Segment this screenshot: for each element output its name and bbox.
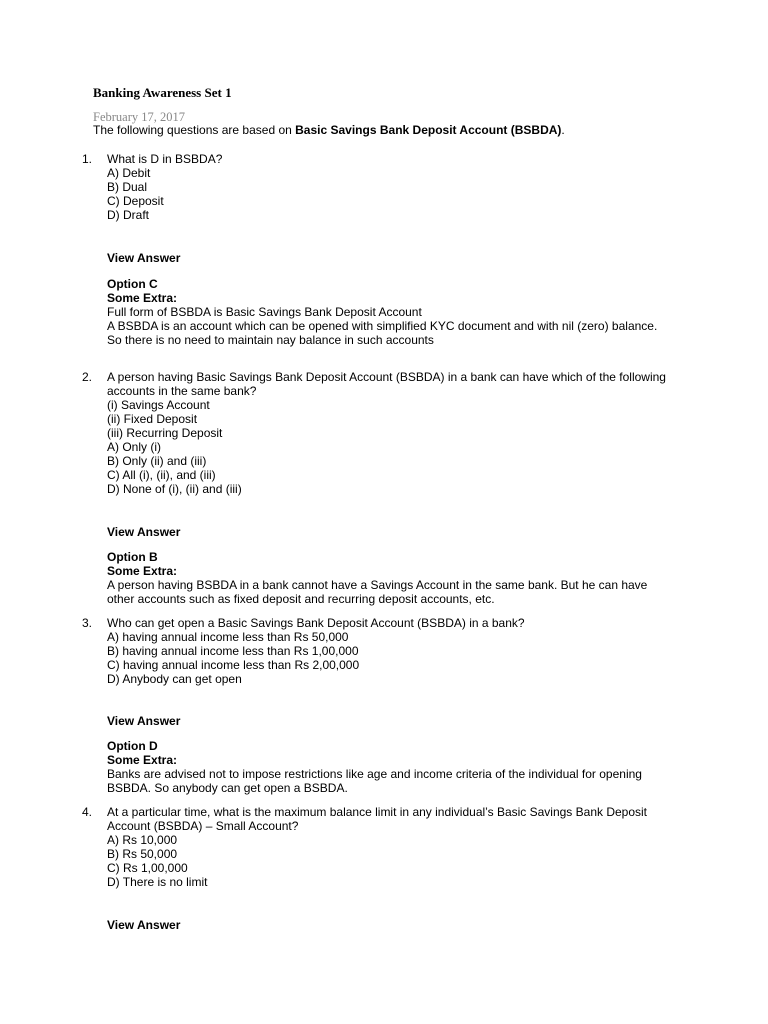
intro-topic: Basic Savings Bank Deposit Account (BSBDA)	[295, 123, 562, 137]
some-extra-label: Some Extra:	[107, 291, 178, 305]
intro-text	[93, 123, 565, 138]
option-item: (i) Savings Account	[107, 398, 210, 412]
options-list	[107, 630, 667, 686]
option-item: D) Anybody can get open	[107, 672, 242, 686]
option-item: A) Debit	[107, 166, 151, 180]
question-number: 1.	[82, 152, 93, 166]
option-item: A) Only (i)	[107, 440, 161, 454]
option-item: B) having annual income less than Rs 1,00,000	[107, 644, 359, 658]
question-text: At a particular time, what is the maximum balance limit in any individual’s Basic Savings Bank Deposit Account (BSBDA) – Small Account?	[107, 805, 648, 833]
option-item: (iii) Recurring Deposit	[107, 426, 223, 440]
view-answer-link[interactable]: View Answer	[107, 714, 181, 728]
answer-block	[107, 277, 667, 347]
view-answer-link[interactable]: View Answer	[107, 251, 181, 265]
option-item: C) Rs 1,00,000	[107, 861, 188, 875]
some-extra-label: Some Extra:	[107, 753, 178, 767]
document-title: Banking Awareness Set 1	[93, 85, 232, 100]
option-item: C) All (i), (ii), and (iii)	[107, 468, 216, 482]
option-item: D) There is no limit	[107, 875, 208, 889]
answer-option: Option C	[107, 277, 158, 291]
answer-option: Option D	[107, 739, 158, 753]
option-item: C) having annual income less than Rs 2,00,000	[107, 658, 360, 672]
option-item: A) having annual income less than Rs 50,000	[107, 630, 349, 644]
question-number: 3.	[82, 616, 93, 630]
post-date: February 17, 2017	[93, 110, 185, 124]
option-item: B) Dual	[107, 180, 148, 194]
option-item: D) None of (i), (ii) and (iii)	[107, 482, 242, 496]
question-number: 2.	[82, 370, 93, 384]
answer-option: Option B	[107, 550, 158, 564]
view-answer-link[interactable]: View Answer	[107, 525, 181, 539]
option-item: D) Draft	[107, 208, 149, 222]
answer-block	[107, 550, 667, 606]
question-text: A person having Basic Savings Bank Deposit Account (BSBDA) in a bank can have which of the following accounts in the same bank?	[107, 370, 666, 398]
option-item: B) Rs 50,000	[107, 847, 178, 861]
question-text: What is D in BSBDA?	[107, 152, 223, 166]
explanation-text: Banks are advised not to impose restrictions like age and income criteria of the individual for opening BSBDA. So anybody can get open a BSBDA.	[107, 767, 642, 795]
options-list	[107, 833, 667, 889]
explanation-text: Full form of BSBDA is Basic Savings Bank Deposit Account	[107, 305, 422, 319]
option-item: A) Rs 10,000	[107, 833, 178, 847]
answer-block	[107, 739, 667, 795]
view-answer-link[interactable]: View Answer	[107, 918, 181, 932]
some-extra-label: Some Extra:	[107, 564, 178, 578]
explanation-text: A person having BSBDA in a bank cannot have a Savings Account in the same bank. But he can have other accounts such as fixed deposit and recurring deposit accounts, etc.	[107, 578, 648, 606]
option-item: (ii) Fixed Deposit	[107, 412, 198, 426]
intro-prefix: The following questions are based on	[93, 123, 296, 137]
explanation-text: A BSBDA is an account which can be opened with simplified KYC document and with nil (zero) balance. So there is no need to maintain nay balance in such accounts	[107, 319, 658, 347]
option-item: B) Only (ii) and (iii)	[107, 454, 207, 468]
options-list	[107, 398, 667, 496]
options-list	[107, 166, 667, 222]
question-number: 4.	[82, 805, 93, 819]
option-item: C) Deposit	[107, 194, 164, 208]
intro-suffix: .	[561, 123, 565, 137]
question-text: Who can get open a Basic Savings Bank Deposit Account (BSBDA) in a bank?	[107, 616, 525, 630]
